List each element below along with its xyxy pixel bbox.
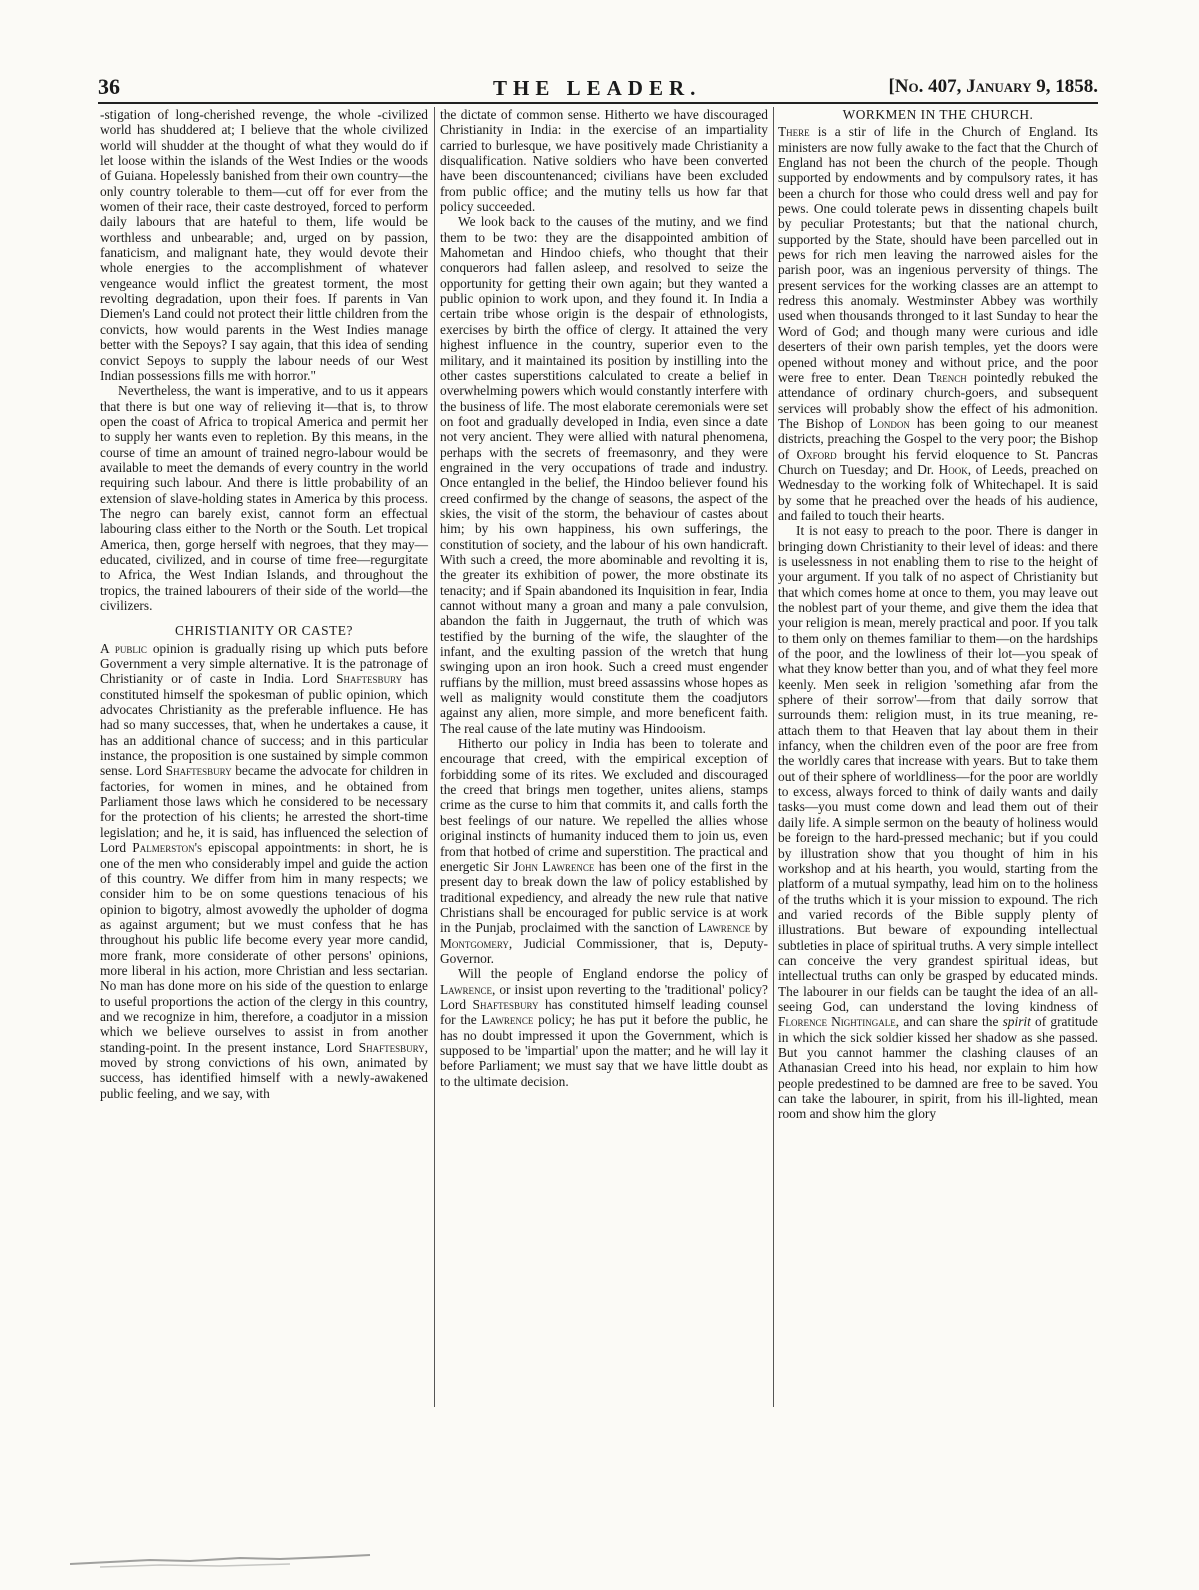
name-hook: Hook xyxy=(938,461,968,477)
name-montgomery: Montgomery xyxy=(440,935,509,951)
name-lawrence: Lawrence xyxy=(698,920,751,936)
col2-paragraph-2: We look back to the causes of the mutiny, and we find them to be two: they are the disappointed ambition of Mahometan and Hindoo chiefs, who thought that their conquerors had fallen asleep, and resolved to seize the opportunity for getting their own again; but they wanted a public opinion to work upon, and they found it. In India a certain tribe whose origin is the despair of ethnologists, exercises by birth the office of clergy. It attained the very highest influence in the country, superior even to the military, and it maintained its position by instilling into the other castes superstitions calculated to create a belief in overwhelming powers which would constantly interfere with the business of life. The most elaborate ceremonials were set on foot and gradually developed in India, even since a date not very ancient. They were allied with natural phenomena, perhaps with the secrets of freemasonry, and they were engrained in the very occupations of trade and industry. Once entangled in the belief, the Hindoo believer found his creed confirmed by the change of seasons, the aspect of the skies, the visit of the storm, the behaviour of castes about him; by his own happiness, his own sufferings, the constitution of society, and the labour of his own handicraft. With such a creed, the more abominable and revolting it is, the greater its exhibition of power, the more obstinate its tenacity; and if Spain abandoned its Inquisition in fear, India cannot without many a groan and many a pale convulsion, abandon the faith in Juggernaut, the truth of which was testified by the burning of the wife, the slaughter of the infant, and the exulting passion of the wretch that hung swinging upon an iron hook. Such a creed must engender ruffians by the million, must breed assassins whose hopes as well as malignity would constitute them the coadjutors against any alien, more simple, and more beneficent faith. The real cause of the late mutiny was Hindooism. xyxy=(440,214,768,736)
col1-paragraph-1: -stigation of long-cherished revenge, the whole -civilized world has shuddered at; I believe that the whole civilized world will shudder at the thought of what they would do if let loose within the islands of the West Indies or the woods of Guiana. Hopelessly banished from their own country—the only country tolerable to them—cut off for ever from the women of their race, their caste destroyed, forced to perform daily labours that are hateful to them, life would be worthless and unbearable; and, urged on by passion, fanaticism, and malignant hate, they would devote their whole energies to the accomplishment of whatever vengeance would inflict the greatest torment, the most revolting degradation, upon their foes. If parents in Van Diemen's Land could not protect their little children from the convicts, how would parents in the West Indies manage better with the Sepoys? I say again, that this idea of sending convict Sepoys to supply the labour needs of our West Indian possessions fills me with horror." xyxy=(100,107,428,383)
dropword: A public xyxy=(100,640,147,656)
name-nightingale: Florence Nightingale xyxy=(778,1014,896,1030)
column-2 xyxy=(440,107,768,1089)
column-1 xyxy=(100,107,428,1101)
name-shaftesbury: Shaftesbury xyxy=(472,996,539,1012)
name-lawrence: Lawrence xyxy=(481,1012,534,1028)
column-3 xyxy=(778,107,1098,1122)
name-shaftesbury: Shaftesbury xyxy=(358,1039,425,1055)
issue-date: [No. 407, January 9, 1858. xyxy=(888,76,1098,97)
column-rule xyxy=(434,107,435,1407)
name-oxford: Oxford xyxy=(796,446,837,462)
name-shaftesbury: Shaftesbury xyxy=(165,763,232,779)
col2-paragraph-4: Will the people of England endorse the policy of Lawrence, or insist upon reverting to the 'traditional' policy? Lord Shaftesbury has constituted himself leading counsel for the Lawrence policy; he has put it before the public, he has no doubt impressed it upon the Government, which is supposed to be 'impartial' upon the matter; and he will lay it before Parliament; we must say that we have little doubt as to the ultimate decision. xyxy=(440,966,769,1089)
article-heading-christianity: CHRISTIANITY OR CASTE? xyxy=(175,623,353,639)
column-rule xyxy=(773,107,774,1407)
name-john-lawrence: John Lawrence xyxy=(513,858,595,874)
col1-paragraph-2: Nevertheless, the want is imperative, and to us it appears that there is but one way of relieving it—that is, to throw open the coast of Africa to tropical America and permit her to supply her wants even to repletion. By this means, in the course of time an amount of trained negro-labour would be available to meet the demands of every country in the world requiring such labour. And there is little probability of an extension of slave-holding states in America by this process. The negro can barely exist, cannot form an effectual labouring class either to the North or the South. Let tropical America, then, gorge herself with negroes, that they may—educated, civilized, and in course of time free—regurgitate to Africa, the West Indian Islands, and throughout the tropics, the trained labourers of their side of the world—the civilizers. xyxy=(100,383,428,613)
page-number: 36 xyxy=(98,74,120,99)
col2-paragraph-1: the dictate of common sense. Hitherto we have discouraged Christianity in India: in the exercise of an impartiality carried to burlesque, we have positively made Christianity a disqualification. Native soldiers who have been converted have been discountenanced; civilians have been excluded from public office; and the mutiny tells us how far that policy succeeded. xyxy=(440,107,768,215)
masthead xyxy=(98,74,1098,104)
name-london: London xyxy=(869,415,910,431)
name-lawrence: Lawrence xyxy=(440,981,492,997)
ink-smudge xyxy=(70,1540,510,1570)
col1-paragraph-3: A public opinion is gradually rising up which puts before Government a very simple alternative. It is the patronage of Christianity or of caste in India. Lord Shaftesbury has constituted himself the spokesman of public opinion, which advocates Christianity as the preferable influence. He has had so many successes, that, when he undertakes a cause, it has an additional chance of success; and in this particular instance, the proposition is one sustained by simple common sense. Lord Shaftesbury became the advocate for children in factories, for women in mines, and he obtained from Parliament those laws which he considered to be necessary for the protection of his clients; he arrested the short-time legislation; and he, it is said, has influenced the selection of Lord Palmerston's episcopal appointments: in short, he is one of the men who considerably impel and guide the action of this country. We differ from him in many respects; we consider him to be on some questions tenacious of his opinion to bigotry, almost avowedly the upholder of dogma as against argument; but we must confess that he has throughout his public life become every year more candid, more frank, more considerate of other persons' opinions, more liberal in his action, more Christian and less sectarian. No man has done more on his side of the question to enlarge to useful proportions the action of the clergy in this country, and we recognize in him, therefore, a coadjutor in a mission which we believe ourselves to assist in from another standing-point. In the present instance, Lord Shaftesbury, moved by strong convictions of his own, animated by success, has identified himself with a newly-awakened public feeling, and we say, with xyxy=(100,640,429,1101)
col3-paragraph-2: It is not easy to preach to the poor. There is danger in bringing down Christianity to their level of ideas: and there is uselessness in not enabling them to rise to the height of your argument. If you talk of no aspect of Christianity but that which comes home at once to them, you may leave out the noblest part of your theme, and give them the idea that your religion is mean, merely practical and poor. If you talk to them only on themes familiar to them—on the hardships of the poor, and the lowliness of their lot—you speak of what they know better than you, and of what they feel more keenly. Men seek in religion 'something afar from the sphere of their sorrow'—from that daily sorrow that surrounds them: religion must, in its true meaning, re-attach them to that Heaven that lay about them in their infancy, when the children even of the poor are free from the worldly cares that increase with years. But to take them out of their sphere of worldliness—for the poor are worldly to excess, always forced to think of daily wants and daily tasks—you must come down and lead them out of their daily life. A simple sermon on the beauty of holiness would be foreign to the hard-pressed mechanic; but if you could by illustration show that you thought of him in his workshop and at his hearth, you would, starting from the platform of a mutual sympathy, lead him on to the holiness of the truths which it is your mission to expound. The rich and varied records of the Bible supply plenty of illustrations. But beware of expounding intellectual subtleties in place of spiritual truths. A very simple intellect can conceive the very grandest spiritual ideas, but intellectual truths can only be grasped by educated minds. The labourer in our fields can be taught the idea of an all-seeing God, can understand the loving kindness of Florence Nightingale, and can share the spirit of gratitude in which the sick soldier kissed her shadow as she passed. But you cannot hammer the clashing clauses of an Athanasian Creed into his head, nor explain to him how people predestined to be damned are free to be saved. You can take the labourer, in spirit, from his ill-lighted, mean room and show him the glory xyxy=(778,523,1098,1122)
emphasis-spirit: spirit xyxy=(1002,1014,1031,1030)
article-heading-workmen: WORKMEN IN THE CHURCH. xyxy=(842,107,1034,122)
name-shaftesbury: Shaftesbury xyxy=(336,671,403,687)
dropword: There xyxy=(778,124,810,140)
paper-title: THE LEADER. xyxy=(493,76,702,100)
name-trench: Trench xyxy=(928,369,967,385)
name-palmerston: Palmerston's xyxy=(132,840,202,856)
col3-paragraph-1: There is a stir of life in the Church of England. Its ministers are now fully awake to the fact that the Church of England has not been the church of the people. Though supported by endowments and by compulsory rates, it has been a church for those who could dress well and pay for pews. One could tolerate pews in dissenting chapels built by peculiar Protestants; but that the national church, supported by the State, should have been parcelled out in pews for rich men leaving the narrowed aisles for the parish poor, was an ingenious perversity of things. The present services for the working classes are an attempt to redress this anomaly. Westminster Abbey was worthily used when thousands thronged to it last Sunday to hear the Word of God; and though many were curious and idle deserters of their own parish temples, yet the doors were opened without money and without price, and the poor were free to enter. Dean Trench pointedly rebuked the attendance of ordinary church-goers, and subsequent services will probably show the effect of his admonition. The Bishop of London has been going to our meanest districts, preaching the Gospel to the very poor; the Bishop of Oxford brought his fervid eloquence to St. Pancras Church on Tuesday; and Dr. Hook, of Leeds, preached on Wednesday to the working folk of Whitechapel. It is said by some that he preached over the heads of his audience, and failed to touch their hearts. xyxy=(778,124,1099,523)
col2-paragraph-3: Hitherto our policy in India has been to tolerate and encourage that creed, with the empirical exception of forbidding some of its rites. We excluded and discouraged the creed that brings men together, unites aliens, stamps crime as the curse to him that commits it, and calls forth the best feelings of our nature. We repelled the allies whose original instincts of humanity induced them to join us, even from that hotbed of crime and superstition. The practical and energetic Sir John Lawrence has been one of the first in the present day to break down the law of policy established by traditional expediency, and already the new rule that native Christians shall be encouraged for public service is at work in the Punjab, proclaimed with the sanction of Lawrence by Montgomery, Judicial Commissioner, that is, Deputy-Governor. xyxy=(440,736,768,966)
